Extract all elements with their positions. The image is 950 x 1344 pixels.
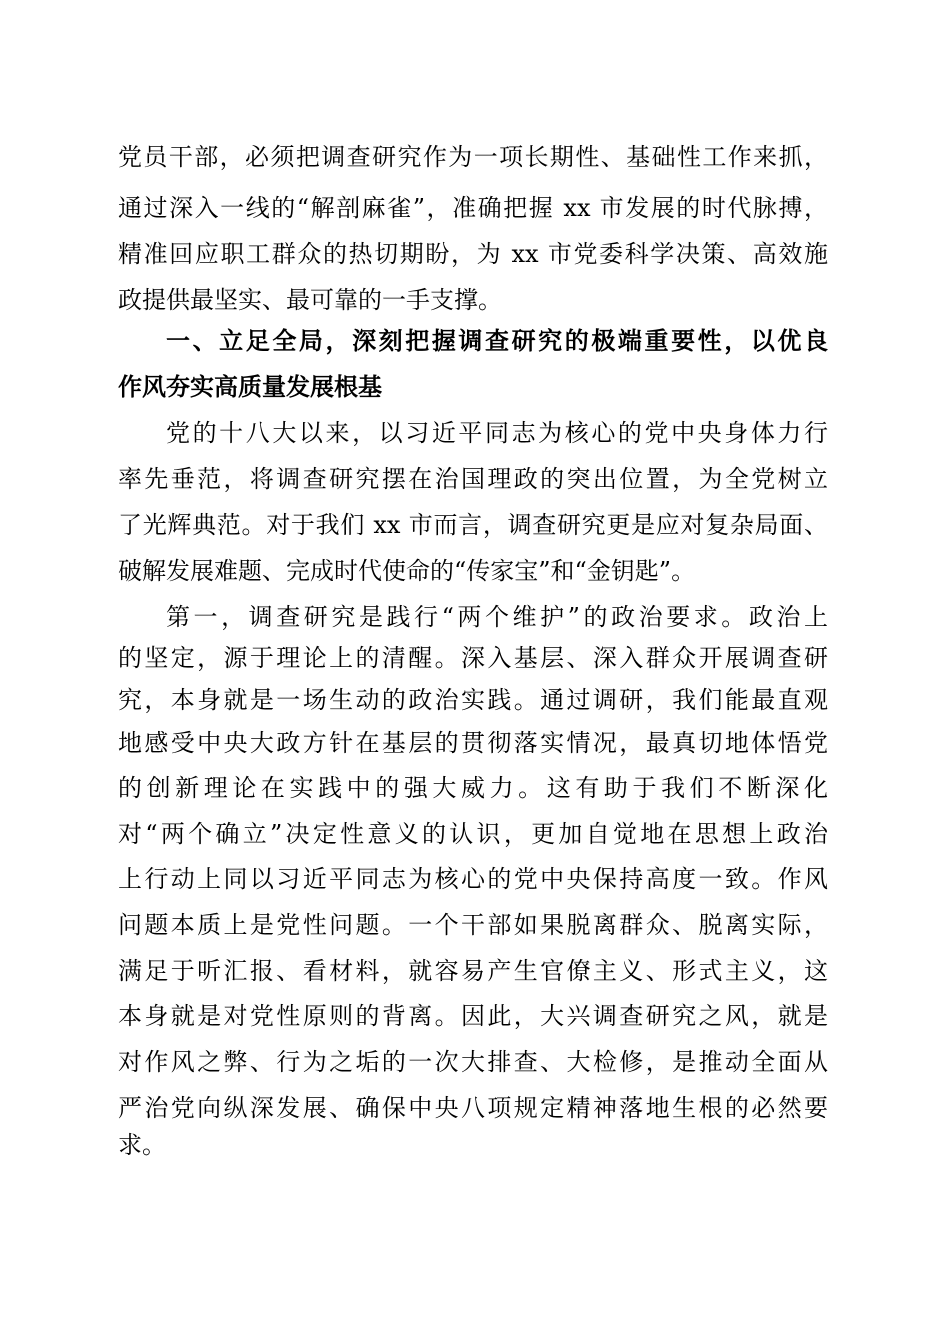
text-line: 精准回应职工群众的热切期盼，为 xx 市党委科学决策、高效施	[118, 240, 828, 268]
text-line: 第一，调查研究是践行“两个维护”的政治要求。政治上	[166, 603, 828, 631]
text-line: 上行动上同以习近平同志为核心的党中央保持高度一致。作风	[118, 865, 828, 893]
text-line: 党员干部，必须把调查研究作为一项长期性、基础性工作来抓，	[118, 143, 828, 171]
text-line: 政提供最坚实、最可靠的一手支撑。	[118, 286, 502, 314]
text-line: 了光辉典范。对于我们 xx 市而言，调查研究更是应对复杂局面、	[118, 511, 828, 539]
text-line: 究，本身就是一场生动的政治实践。通过调研，我们能最直观	[118, 686, 828, 714]
text-line: 严治党向纵深发展、确保中央八项规定精神落地生根的必然要	[118, 1094, 828, 1122]
section-heading-line: 一、立足全局，深刻把握调查研究的极端重要性，以优良	[166, 327, 828, 355]
section-heading-line: 作风夯实高质量发展根基	[118, 373, 382, 401]
text-line: 求。	[118, 1131, 166, 1159]
text-line: 率先垂范，将调查研究摆在治国理政的突出位置，为全党树立	[118, 465, 828, 493]
text-line: 满足于听汇报、看材料，就容易产生官僚主义、形式主义，这	[118, 957, 828, 985]
text-line: 的创新理论在实践中的强大威力。这有助于我们不断深化	[118, 774, 828, 802]
document-page	[118, 0, 828, 1344]
text-line: 本身就是对党性原则的背离。因此，大兴调查研究之风，就是	[118, 1002, 828, 1030]
text-line: 地感受中央大政方针在基层的贯彻落实情况，最真切地体悟党	[118, 729, 828, 757]
text-line: 对作风之弊、行为之垢的一次大排查、大检修，是推动全面从	[118, 1048, 828, 1076]
text-line: 对“两个确立”决定性意义的认识，更加自觉地在思想上政治	[118, 820, 828, 848]
text-line: 的坚定，源于理论上的清醒。深入基层、深入群众开展调查研	[118, 644, 828, 672]
text-line: 通过深入一线的“解剖麻雀”，准确把握 xx 市发展的时代脉搏，	[118, 194, 828, 222]
text-line: 党的十八大以来，以习近平同志为核心的党中央身体力行	[166, 419, 828, 447]
text-line: 问题本质上是党性问题。一个干部如果脱离群众、脱离实际，	[118, 911, 828, 939]
text-line: 破解发展难题、完成时代使命的“传家宝”和“金钥匙”。	[118, 557, 696, 585]
